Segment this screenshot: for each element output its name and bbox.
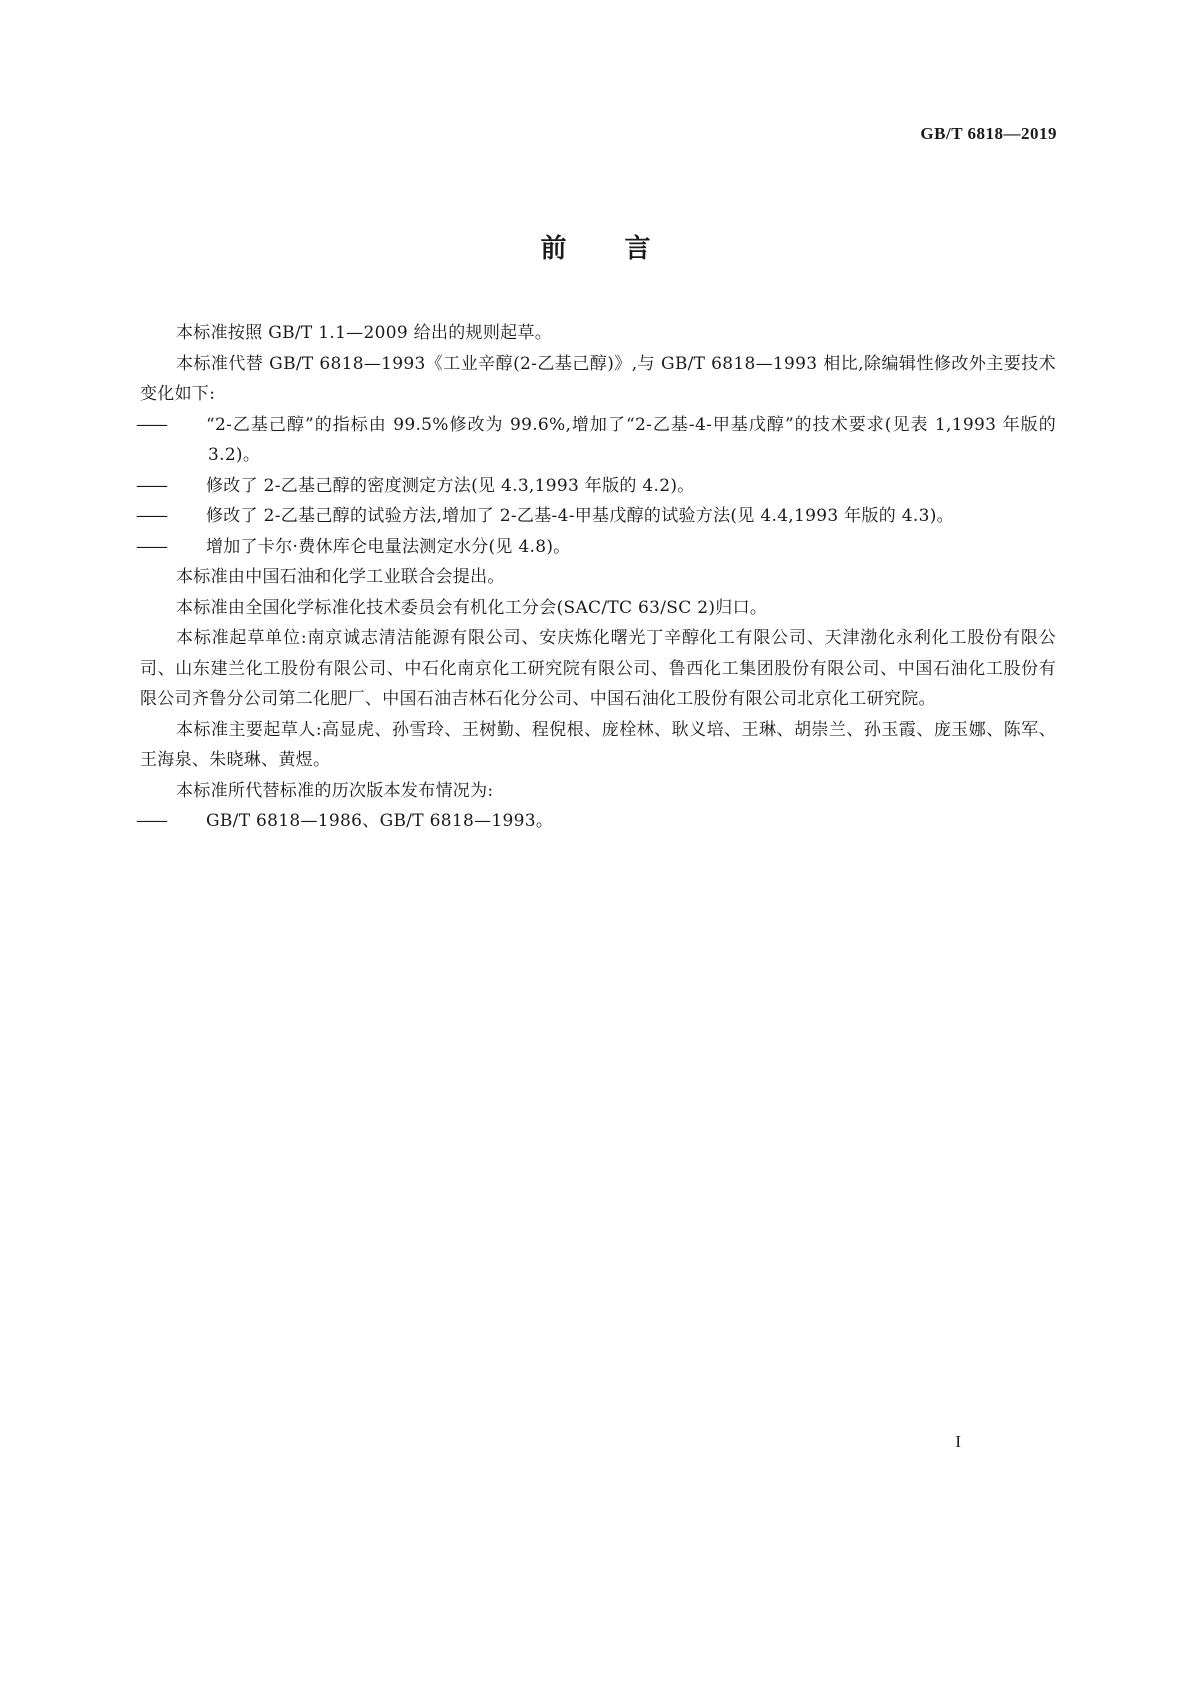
- list-item-text: GB/T 6818—1986、GB/T 6818—1993。: [206, 811, 554, 831]
- page-title: 前言: [540, 234, 709, 264]
- dash-marker: ——: [136, 506, 166, 526]
- list-item-text: 修改了 2-乙基己醇的密度测定方法(见 4.3,1993 年版的 4.2)。: [206, 475, 695, 496]
- list-item-change-4: [136, 532, 1056, 563]
- paragraph-drafting-rules: 本标准按照 GB/T 1.1—2009 给出的规则起草。: [176, 323, 553, 343]
- document-body: [136, 318, 1056, 837]
- paragraph-drafters: 本标准主要起草人:高显虎、孙雪玲、王树勤、程倪根、庞栓林、耿义培、王琳、胡崇兰、孙玉霞、庞玉娜、陈军、王海泉、朱晓琳、黄煜。: [140, 719, 1056, 770]
- list-item-change-1: [136, 410, 1056, 471]
- standard-code: GB/T 6818—2019: [920, 124, 1057, 143]
- list-item-change-2: [136, 471, 1056, 502]
- page-number: I: [955, 1432, 961, 1451]
- paragraph-proposer: 本标准由中国石油和化学工业联合会提出。: [176, 567, 505, 587]
- dash-marker: ——: [136, 536, 166, 557]
- list-item-history-1: [136, 806, 1056, 837]
- list-item-change-3: [136, 501, 1056, 532]
- list-item-text: 增加了卡尔·费休库仑电量法测定水分(见 4.8)。: [206, 536, 571, 557]
- dash-marker: ——: [136, 475, 166, 496]
- paragraph-history-intro: 本标准所代替标准的历次版本发布情况为:: [176, 780, 494, 801]
- list-item-text: “2-乙基己醇”的指标由 99.5%修改为 99.6%,增加了“2-乙基-4-甲基戊醇”的技术要求(见表 1,1993 年版的 3.2)。: [206, 414, 1056, 465]
- paragraph-replacement: 本标准代替 GB/T 6818—1993《工业辛醇(2-乙基己醇)》,与 GB/T 6818—1993 相比,除编辑性修改外主要技术变化如下:: [140, 353, 1056, 404]
- paragraph-drafting-units: 本标准起草单位:南京诚志清洁能源有限公司、安庆炼化曙光丁辛醇化工有限公司、天津渤化永利化工股份有限公司、山东建兰化工股份有限公司、中石化南京化工研究院有限公司、鲁西化工集团股份有限公司、中国石油化工股份有限公司齐鲁分公司第二化肥厂、中国石油吉林石化分公司、中国石油化工股份有限公司北京化工研究院。: [140, 628, 1056, 709]
- dash-marker: ——: [136, 811, 166, 831]
- dash-marker: ——: [136, 414, 166, 435]
- paragraph-administrator: 本标准由全国化学标准化技术委员会有机化工分会(SAC/TC 63/SC 2)归口。: [176, 597, 768, 618]
- list-item-text: 修改了 2-乙基己醇的试验方法,增加了 2-乙基-4-甲基戊醇的试验方法(见 4.4,1993 年版的 4.3)。: [206, 506, 954, 526]
